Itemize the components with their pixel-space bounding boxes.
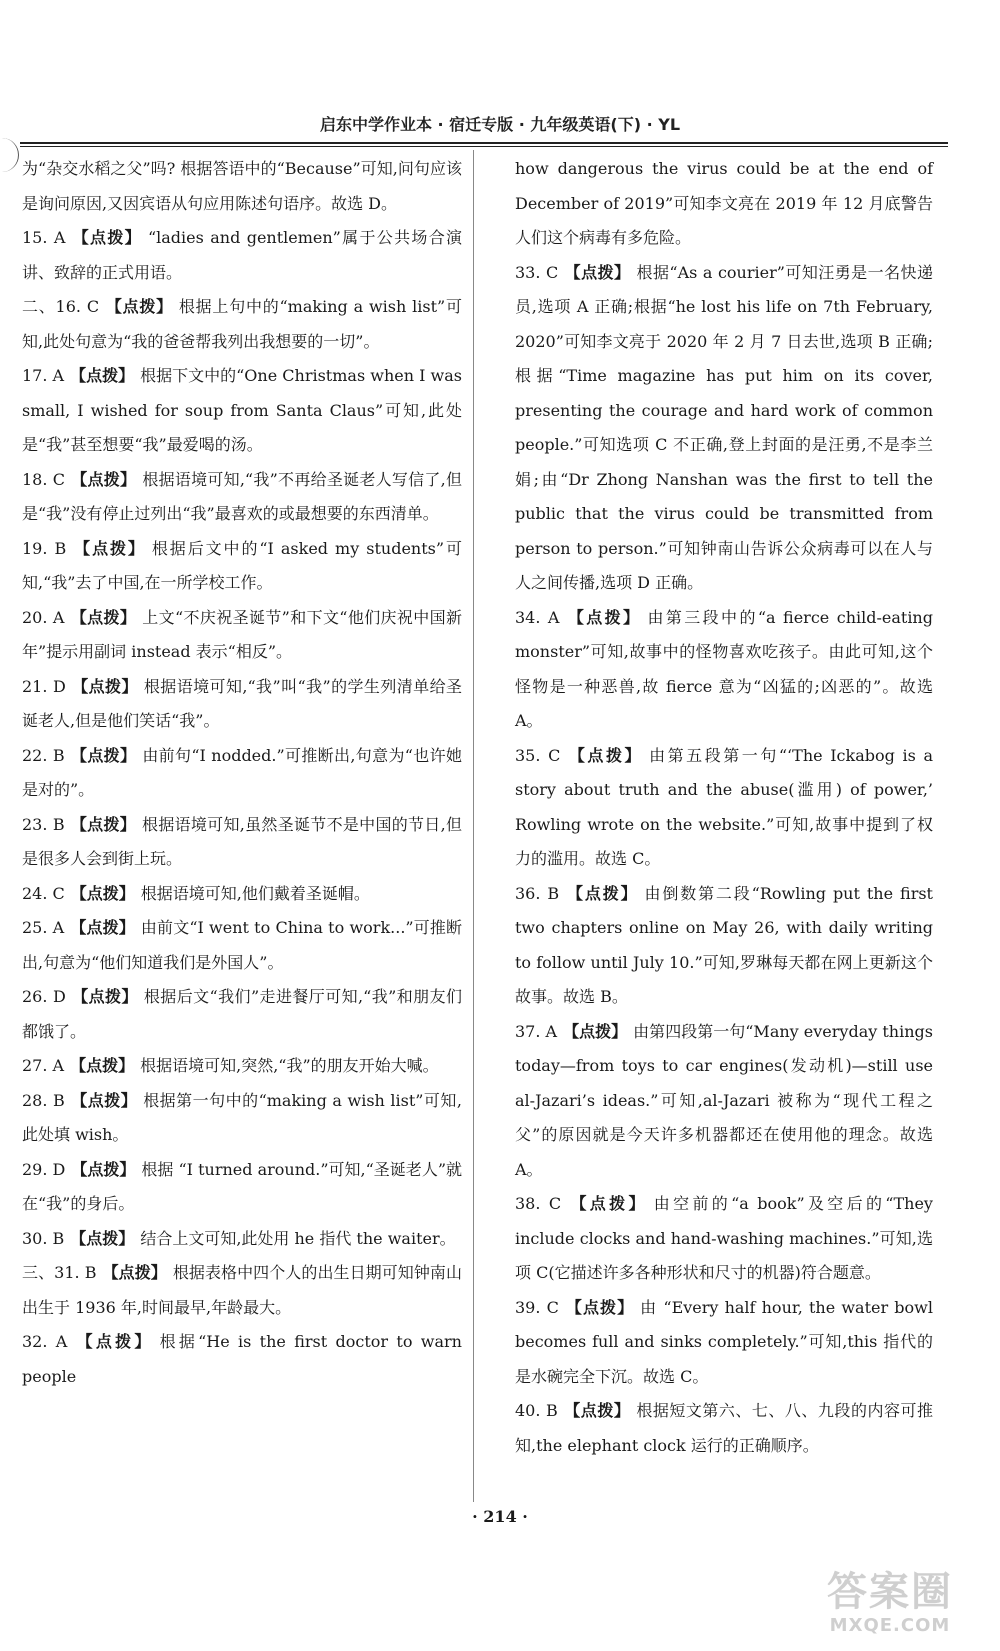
hint-tag: 【点拨】 (566, 745, 644, 765)
hint-tag: 【点拨】 (73, 1332, 154, 1351)
answer-item (22, 601, 462, 670)
right-column (515, 152, 933, 1463)
answer-item (515, 1291, 933, 1395)
page-header: 启东中学作业本 · 宿迁专版 · 九年级英语(下) · YL (319, 115, 681, 134)
answer-number: 32. A (22, 1332, 68, 1351)
hint-tag: 【点拨】 (105, 297, 173, 316)
answer-item (22, 532, 462, 601)
answer-number: 20. A (22, 607, 65, 627)
answer-text: 根据上句中的“making a wish list”可知,此处句意为“我的爸爸帮我列出我想要的一切”。 (22, 297, 462, 351)
answer-text: 根据语境可知,突然,“我”的朋友开始大喊。 (140, 1056, 439, 1075)
hint-tag: 【点拨】 (70, 1228, 135, 1248)
hint-tag: 【点拨】 (71, 1159, 136, 1179)
answer-number: 17. A (22, 366, 65, 385)
header-rule-thin (20, 146, 948, 147)
answer-text: 根据语境可知,虽然圣诞节不是中国的节日,但是很多人会到街上玩。 (22, 814, 462, 868)
answer-item (22, 980, 462, 1049)
watermark-text: 答案圈 (827, 1569, 953, 1615)
hint-tag: 【点拨】 (565, 607, 642, 627)
answer-text: 根据短文第六、七、八、九段的内容可推知,the elephant clock 运行的正确顺序。 (515, 1401, 933, 1455)
hint-tag: 【点拨】 (565, 883, 639, 903)
answer-item (22, 739, 462, 808)
answer-number: 37. A (515, 1021, 558, 1041)
hint-tag: 【点拨】 (70, 366, 135, 385)
hint-tag: 【点拨】 (563, 1401, 631, 1420)
answer-item (515, 877, 933, 1015)
answer-item (515, 152, 933, 256)
answer-item (22, 808, 462, 877)
hint-tag: 【点拨】 (71, 676, 138, 696)
answer-number: 27. A (22, 1056, 65, 1075)
answer-text: 上文“不庆祝圣诞节”和下文“他们庆祝中国新年”提示用副词 instead 表示“相反”。 (22, 607, 462, 661)
hint-tag: 【点拨】 (70, 607, 137, 627)
answer-number: 19. B (22, 538, 67, 558)
answer-text: 结合上文可知,此处用 he 指代 the waiter。 (140, 1228, 456, 1248)
hint-tag: 【点拨】 (102, 1263, 167, 1282)
answer-item (22, 359, 462, 463)
answer-number: 33. C (515, 262, 559, 282)
column-divider (473, 150, 474, 1502)
answer-text: 根据语境可知,“我”不再给圣诞老人写信了,但是“我”没有停止过列出“我”最喜欢的或最想要的东西清单。 (22, 469, 462, 523)
binding-mark (0, 138, 19, 172)
answer-item (515, 256, 933, 601)
answer-text: “ladies and gentlemen”属于公共场合演讲、致辞的正式用语。 (22, 228, 462, 282)
answer-number: 25. A (22, 918, 65, 937)
hint-tag: 【点拨】 (70, 745, 137, 765)
hint-tag: 【点拨】 (71, 228, 142, 247)
answer-item (22, 1256, 462, 1325)
answer-item (515, 1015, 933, 1188)
hint-tag: 【点拨】 (71, 987, 138, 1006)
hint-tag: 【点拨】 (70, 814, 137, 834)
answer-text: 由 “Every half hour, the water bowl becomes full and sinks completely.”可知,this 指代的是水碗完全下沉。故选 C。 (515, 1297, 933, 1386)
answer-number: 30. B (22, 1228, 65, 1248)
answer-item (22, 463, 462, 532)
answer-item (22, 1325, 462, 1394)
answer-text: 根据表格中四个人的出生日期可知钟南山出生于 1936 年,时间最早,年龄最大。 (22, 1263, 462, 1317)
answer-text: 根据 “I turned around.”可知,“圣诞老人”就在“我”的身后。 (22, 1159, 463, 1213)
answer-number: 40. B (515, 1401, 558, 1420)
answer-text: 根据“He is the first doctor to warn people (22, 1332, 462, 1386)
answer-number: 39. C (515, 1297, 559, 1317)
answer-number: 18. C (22, 469, 66, 489)
answer-number: 35. C (515, 745, 561, 765)
answer-item (22, 911, 462, 980)
answer-text: 为“杂交水稻之父”吗? 根据答语中的“Because”可知,问句应该是询问原因,又因宾语从句应用陈述句语序。故选 D。 (22, 159, 462, 213)
hint-tag: 【点拨】 (70, 1056, 135, 1075)
hint-tag: 【点拨】 (563, 1021, 628, 1041)
answer-number: 21. D (22, 676, 66, 696)
answer-item (515, 1394, 933, 1463)
answer-number: 22. B (22, 745, 65, 765)
answer-text: how dangerous the virus could be at the end of December of 2019”可知李文亮在 2019 年 12 月底警告人们这个病毒有多危险。 (515, 159, 933, 247)
answer-item (22, 877, 462, 912)
answer-text: 根据语境可知,“我”叫“我”的学生列清单给圣诞老人,但是他们笑话“我”。 (22, 676, 462, 730)
answer-number: 15. A (22, 228, 66, 247)
answer-text: 根据语境可知,他们戴着圣诞帽。 (140, 883, 370, 903)
answer-text: 由第五段第一句“‘The Ickabog is a story about truth and the abuse(滥用) of power,’ Rowling wrote on the website.”可知,故事中提到了权力的滥用。故选 C。 (515, 745, 933, 868)
hint-tag: 【点拨】 (564, 262, 631, 282)
answer-number: 36. B (515, 883, 560, 903)
hint-tag: 【点拨】 (70, 918, 135, 937)
answer-text: 根据后文中的“I asked my students”可知,“我”去了中国,在一所学校工作。 (22, 538, 462, 592)
answer-number: 24. C (22, 883, 65, 903)
answer-item (515, 1187, 933, 1291)
answer-number: 23. B (22, 814, 65, 834)
answer-text: 由前句“I nodded.”可推断出,句意为“也许她是对的”。 (22, 745, 462, 799)
answer-item (22, 152, 462, 221)
hint-tag: 【点拨】 (72, 538, 146, 558)
answer-item (515, 739, 933, 877)
left-column (22, 152, 462, 1394)
answer-number: 三、31. B (22, 1263, 97, 1282)
answer-item (515, 601, 933, 739)
hint-tag: 【点拨】 (71, 469, 137, 489)
answer-text: 由第四段第一句“Many everyday things today—from toys to car engines(发动机)—still use al-Jazari’s ideas.”可知,al-Jazari 被称为“现代工程之父”的原因就是今天许多机器都还在使用他的理念。故选 A。 (515, 1021, 933, 1179)
hint-tag: 【点拨】 (567, 1194, 648, 1213)
answer-text: 由空前的“a book”及空后的“They include clocks and hand-washing machines.”可知,选项 C(它描述许多各种形状和尺寸的机器)符合题意。 (515, 1194, 933, 1282)
hint-tag: 【点拨】 (70, 883, 135, 903)
hint-tag: 【点拨】 (70, 1090, 138, 1110)
answer-number: 29. D (22, 1159, 66, 1179)
answer-text: 根据第一句中的“making a wish list”可知,此处填 wish。 (22, 1090, 462, 1144)
answer-number: 34. A (515, 607, 560, 627)
answer-item (22, 290, 462, 359)
watermark-url: MXQE.COM (829, 1615, 951, 1636)
answer-text: 根据后文“我们”走进餐厅可知,“我”和朋友们都饿了。 (22, 987, 462, 1041)
answer-item (22, 1153, 462, 1222)
page-number: · 214 · (472, 1507, 528, 1526)
answer-item (22, 1222, 462, 1257)
answer-text: 由第三段中的“a fierce child-eating monster”可知,故事中的怪物喜欢吃孩子。由此可知,这个怪物是一种恶兽,故 fierce 意为“凶猛的;凶恶的”。故选 A。 (515, 607, 933, 730)
watermark-logo (800, 1570, 980, 1646)
answer-item (22, 1084, 462, 1153)
answer-text: 根据下文中的“One Christmas when I was small, I wished for soup from Santa Claus”可知,此处是“我”甚至想要“我”最爱喝的汤。 (22, 366, 462, 454)
answer-item (22, 670, 462, 739)
answer-item (22, 1049, 462, 1084)
answer-text: 由倒数第二段“Rowling put the first two chapters online on May 26, with daily writing to follow until July 10.”可知,罗琳每天都在网上更新这个故事。故选 B。 (515, 883, 933, 1006)
answer-number: 二、16. C (22, 297, 100, 316)
answer-number: 28. B (22, 1090, 65, 1110)
hint-tag: 【点拨】 (564, 1297, 635, 1317)
answer-number: 26. D (22, 987, 66, 1006)
answer-item (22, 221, 462, 290)
header-rule (20, 142, 948, 144)
answer-text: 根据“As a courier”可知汪勇是一名快递员,选项 A 正确;根据“he lost his life on 7th February, 2020”可知李文亮于 2020 年 2 月 7 日去世,选项 B 正确;根据“Time magazine has put him on its cover, presenting the courage and hard work of common people.”可知选项 C 不正确,登上封面的是汪勇,不是李兰娟;由“Dr Zhong Nanshan was the first to tell the public that the virus could be transmitted from person to person.”可知钟南山告诉公众病毒可以在人与人之间传播,选项 D 正确。 (515, 262, 933, 592)
answer-number: 38. C (515, 1194, 562, 1213)
answer-text: 由前文“I went to China to work...”可推断出,句意为“他们知道我们是外国人”。 (22, 918, 462, 972)
